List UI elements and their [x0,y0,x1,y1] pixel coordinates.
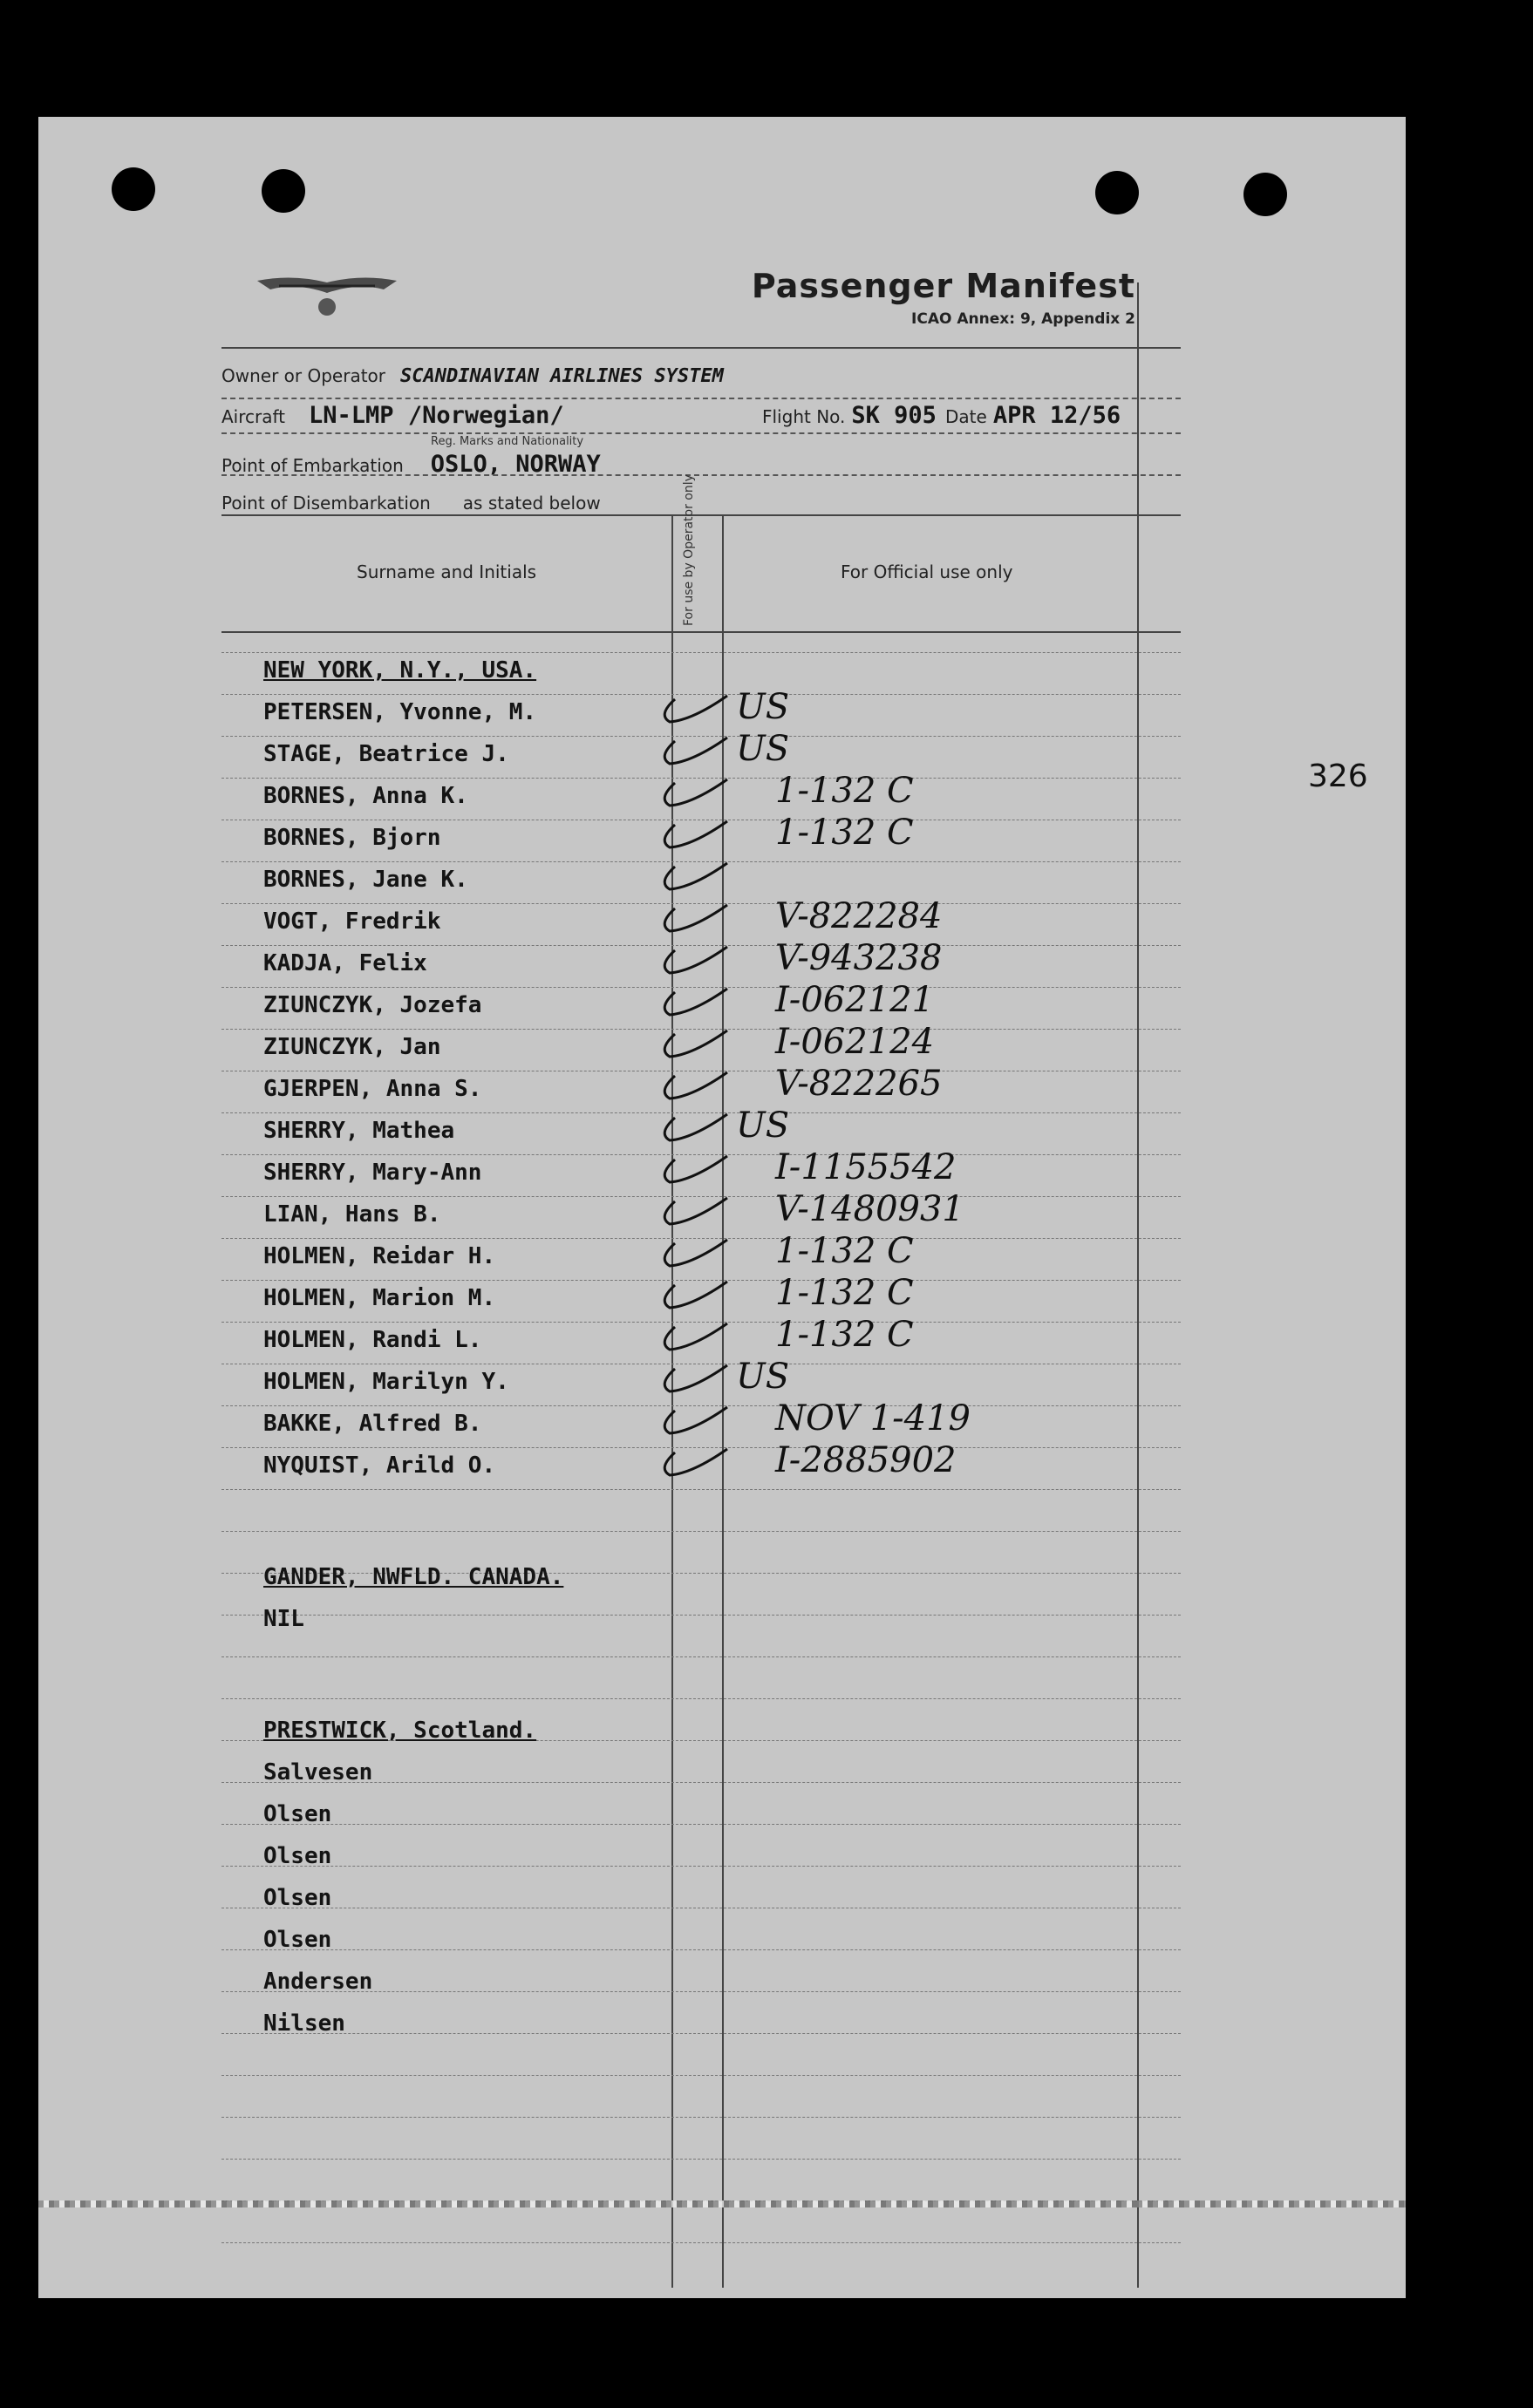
official-annotation: US [736,1357,790,1397]
official-annotation: V-1480931 [775,1189,964,1229]
airline-emblem-icon [253,263,401,324]
official-annotation: I-062121 [775,980,935,1020]
official-annotation: V-943238 [775,938,943,978]
punch-hole [112,167,155,211]
check-mark-icon [640,858,736,898]
rule-line [221,1656,1181,1657]
passenger-name: Salvesen [263,1759,373,1786]
passenger-name: SHERRY, Mary-Ann [263,1160,482,1186]
passenger-name: HOLMEN, Marilyn Y. [263,1369,509,1395]
check-mark-icon [640,1360,736,1400]
check-mark-icon [640,983,736,1024]
rule-line [221,2033,1181,2034]
aircraft-value: LN-LMP /Norwegian/ [309,402,564,429]
manifest-page [38,117,1406,2298]
rule-line [221,1531,1181,1532]
check-mark-icon [640,1444,736,1484]
official-annotation: V-822265 [775,1064,943,1104]
passenger-name: GJERPEN, Anna S. [263,1076,482,1102]
date-value: APR 12/56 [992,402,1121,429]
icao-reference: ICAO Annex: 9, Appendix 2 [911,310,1135,328]
passenger-name: BORNES, Anna K. [263,783,468,809]
rule-line [221,2242,1181,2243]
check-mark-icon [640,1109,736,1149]
rule-line [221,1489,1181,1490]
passenger-name: Nilsen [263,2010,345,2037]
passenger-name: VOGT, Fredrik [263,908,441,935]
passenger-name: PETERSEN, Yvonne, M. [263,699,537,725]
flight-label: Flight No. [762,406,846,427]
official-annotation: 1-132 C [775,771,914,811]
official-annotation: I-1155542 [775,1147,957,1187]
passenger-name: HOLMEN, Marion M. [263,1285,496,1311]
passenger-name: STAGE, Beatrice J. [263,741,509,767]
disembarkation-value: as stated below [462,493,601,514]
surname-column-header: Surname and Initials [357,561,537,582]
official-annotation: 1-132 C [775,1273,914,1313]
passenger-name: BORNES, Jane K. [263,867,468,893]
check-mark-icon [640,1276,736,1316]
rule-line [221,2159,1181,2160]
destination-heading: NEW YORK, N.Y., USA. [263,657,537,684]
check-mark-icon [640,1402,736,1442]
rule-line [221,652,1181,653]
official-annotation: NOV 1-419 [775,1398,971,1439]
passenger-name: LIAN, Hans B. [263,1201,441,1228]
passenger-name: ZIUNCZYK, Jan [263,1034,441,1060]
passenger-name: NIL [263,1606,304,1632]
passenger-name: HOLMEN, Reidar H. [263,1243,496,1269]
page-number: 326 [1308,758,1368,794]
passenger-name: BORNES, Bjorn [263,825,441,851]
rule-line [221,1615,1181,1616]
passenger-name: Olsen [263,1801,332,1827]
scan-seam [38,2201,1406,2207]
check-mark-icon [640,690,736,731]
official-annotation: 1-132 C [775,1315,914,1355]
form-title: Passenger Manifest [751,267,1135,305]
check-mark-icon [640,1318,736,1358]
passenger-name: BAKKE, Alfred B. [263,1411,482,1437]
reg-marks-label: Reg. Marks and Nationality [431,435,584,448]
punch-hole [262,169,305,213]
check-mark-icon [640,1067,736,1107]
official-annotation: US [736,729,790,769]
passenger-name: ZIUNCZYK, Jozefa [263,992,482,1018]
check-mark-icon [640,1025,736,1065]
punch-hole [1095,171,1139,214]
official-annotation: US [736,1105,790,1146]
check-mark-icon [640,816,736,856]
rule-line [221,2075,1181,2076]
official-annotation: US [736,687,790,727]
passenger-name: Andersen [263,1969,373,1995]
passenger-name: KADJA, Felix [263,950,427,976]
passenger-name: HOLMEN, Randi L. [263,1327,482,1353]
operator-column-header: For use by Operator only [682,474,696,626]
passenger-name: Olsen [263,1843,332,1869]
disembarkation-label: Point of Disembarkation [221,493,431,514]
rule-line [221,1698,1181,1699]
official-annotation: I-062124 [775,1022,935,1062]
rule-line [221,1824,1181,1825]
check-mark-icon [640,1235,736,1275]
check-mark-icon [640,1193,736,1233]
rule-line [221,1949,1181,1950]
check-mark-icon [640,732,736,772]
official-annotation: 1-132 C [775,813,914,853]
flight-value: SK 905 [851,402,937,429]
destination-heading: GANDER, NWFLD. CANADA. [263,1564,564,1590]
destination-heading: PRESTWICK, Scotland. [263,1718,537,1744]
passenger-name: Olsen [263,1885,332,1911]
punch-hole [1243,173,1287,216]
passenger-name: NYQUIST, Arild O. [263,1452,496,1479]
embarkation-value: OSLO, NORWAY [430,451,601,478]
official-annotation: I-2885902 [775,1440,957,1480]
aircraft-label: Aircraft [221,406,286,427]
official-annotation: V-822284 [775,896,943,936]
check-mark-icon [640,774,736,814]
check-mark-icon [640,942,736,982]
official-annotation: 1-132 C [775,1231,914,1271]
passenger-name: Olsen [263,1927,332,1953]
passenger-name: SHERRY, Mathea [263,1118,455,1144]
owner-value: SCANDINAVIAN AIRLINES SYSTEM [400,365,724,387]
check-mark-icon [640,900,736,940]
embarkation-label: Point of Embarkation [221,455,404,476]
official-column-header: For Official use only [841,561,1013,582]
check-mark-icon [640,1151,736,1191]
rule-line [221,1866,1181,1867]
date-label: Date [945,406,987,427]
rule-line [221,2117,1181,2118]
owner-label: Owner or Operator [221,365,385,386]
